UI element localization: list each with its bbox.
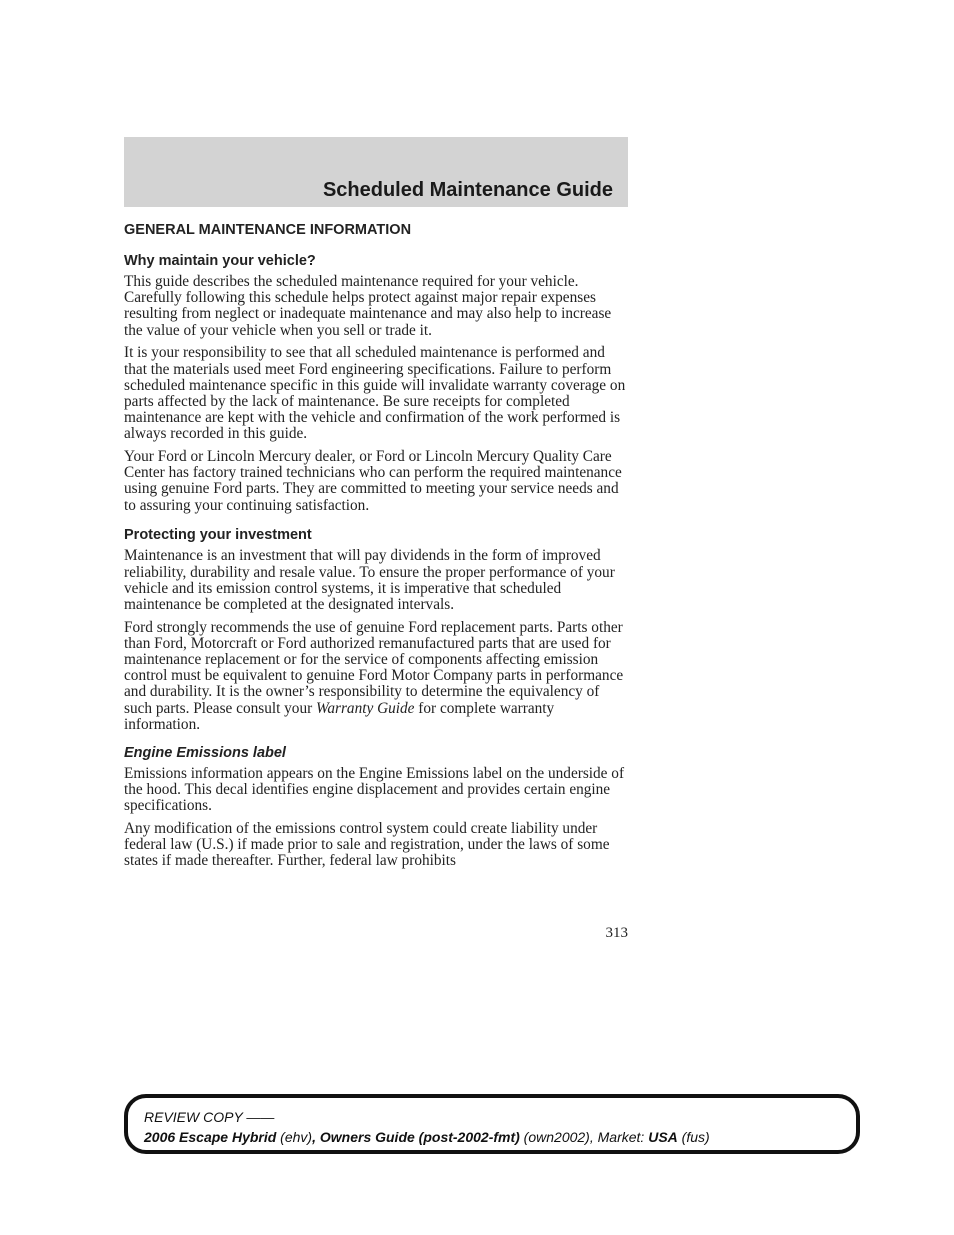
market-code: (fus): [677, 1129, 710, 1145]
separator: ,: [312, 1129, 320, 1145]
subheading-protecting-investment: Protecting your investment: [124, 527, 312, 544]
market-name: USA: [648, 1129, 678, 1145]
main-content: [124, 221, 629, 876]
paragraph-text: for complete warranty information.: [124, 699, 555, 733]
vehicle-name: 2006 Escape Hybrid: [144, 1129, 277, 1145]
subheading-why-maintain: Why maintain your vehicle?: [124, 253, 316, 269]
section-heading-general: GENERAL MAINTENANCE INFORMATION: [124, 222, 412, 238]
paragraph-warranty: [124, 620, 629, 733]
guide-name: Owners Guide (post-2002-fmt): [319, 1129, 520, 1145]
paragraph: Emissions information appears on the Engine Emissions label on the underside of the hood. This decal identifies engine displacement and provides certain engine specifications.: [124, 764, 625, 814]
paragraph: Your Ford or Lincoln Mercury dealer, or Ford or Lincoln Mercury Quality Care Center has factory trained technicians who can perform the required maintenance using genuine Ford parts. They are committed to meeting your service needs and to assuring your continuing satisfaction.: [124, 448, 622, 514]
market-label: , Market:: [589, 1129, 649, 1145]
review-copy-label: REVIEW COPY ——: [144, 1109, 275, 1125]
page-title: Scheduled Maintenance Guide: [322, 179, 613, 201]
page-number: 313: [605, 925, 628, 941]
paragraph: It is your responsibility to see that all scheduled maintenance is performed and that the materials used meet Ford engineering specifications. Failure to perform scheduled maintenance specific in this guide will invalidate warranty coverage on parts affected by the lack of maintenance. Be sure receipts for completed maintenance are kept with the vehicle and confirmation of the work performed is always recorded in this guide.: [124, 344, 626, 443]
section-header-band: [124, 137, 628, 207]
subheading-engine-emissions: Engine Emissions label: [124, 744, 286, 761]
document-info: [144, 1129, 710, 1145]
vehicle-code: (ehv): [276, 1129, 313, 1145]
guide-code: (own2002): [519, 1129, 590, 1145]
paragraph-text: Ford strongly recommends the use of genuine Ford replacement parts. Parts other than Ford, Motorcraft or Ford authorized remanufactured parts that are used for maintenance replacement or for the service of components affecting emission control must be equivalent to genuine Ford Motor Company parts in performance and durability. It is the owner’s responsibility to determine the equivalency of such parts. Please consult your: [124, 618, 624, 717]
paragraph: Maintenance is an investment that will pay dividends in the form of improved reliability, durability and resale value. To ensure the proper performance of your vehicle and its emission control systems, it is imperative that scheduled maintenance be completed at the designated intervals.: [124, 547, 615, 613]
paragraph: This guide describes the scheduled maintenance required for your vehicle. Carefully following this schedule helps protect against major repair expenses resulting from neglect or inadequate maintenance and may also help to increase the value of your vehicle when you sell or trade it.: [124, 273, 612, 339]
review-copy-footer: [124, 1094, 860, 1154]
warranty-guide-reference: Warranty Guide: [316, 699, 415, 717]
paragraph: Any modification of the emissions control system could create liability under federal law (U.S.) if made prior to sale and registration, under the laws of some states if made thereafter. Further, federal law prohibits: [124, 819, 610, 870]
